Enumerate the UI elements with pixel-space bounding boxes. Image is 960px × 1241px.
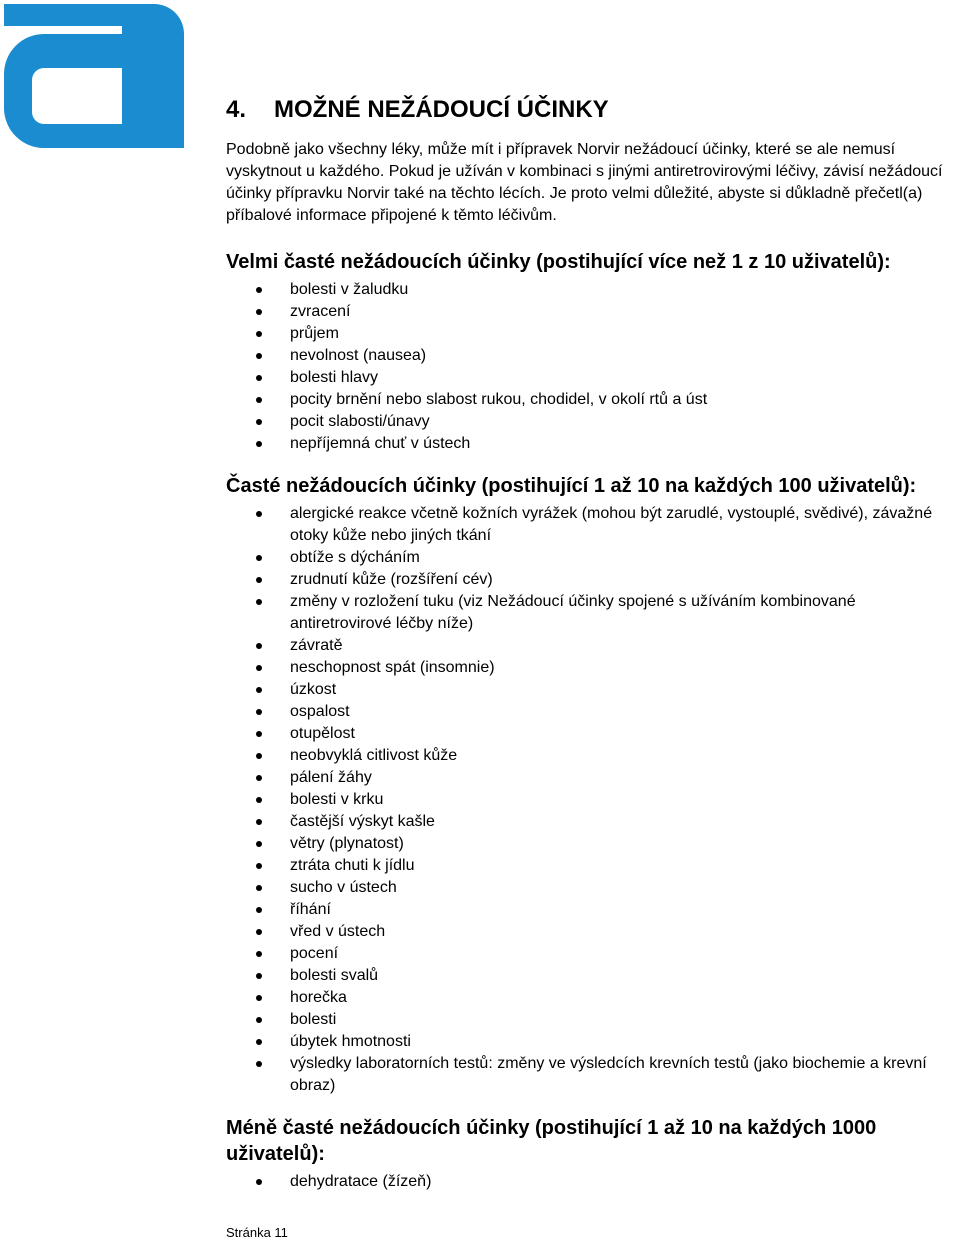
list-item-text: bolesti bbox=[290, 1011, 337, 1028]
list-item bbox=[226, 811, 954, 833]
list-item bbox=[226, 745, 954, 767]
list-item-text: otupělost bbox=[290, 725, 355, 742]
intro-paragraph: Podobně jako všechny léky, může mít i přípravek Norvir nežádoucí účinky, které se ale nemusí vyskytnout u každého. Pokud je užíván v kombinaci s jinými antiretrovirovými léčivy, závisí nežádoucí účinky přípravku Norvir také na těchto lécích. Je proto velmi důležité, abyste si důkladně přečetl(a) příbalové informace připojené k těmto léčivům. bbox=[226, 141, 943, 224]
list-item bbox=[226, 855, 954, 877]
bullet-icon bbox=[256, 731, 262, 737]
bullet-icon bbox=[256, 287, 262, 293]
list-item bbox=[226, 279, 954, 301]
list-item-text: pocit slabosti/únavy bbox=[290, 413, 430, 430]
list-item-text: častější výskyt kašle bbox=[290, 813, 435, 830]
bullet-icon bbox=[256, 555, 262, 561]
section-title-text: MOŽNÉ NEŽÁDOUCÍ ÚČINKY bbox=[274, 96, 609, 123]
section-title bbox=[226, 94, 954, 126]
bullet-icon bbox=[256, 1061, 262, 1067]
list-item-text: změny v rozložení tuku (viz Nežádoucí účinky spojené s užíváním kombinované antiretrovirové léčby níže) bbox=[290, 593, 856, 632]
bullet-icon bbox=[256, 353, 262, 359]
list-item bbox=[226, 899, 954, 921]
bullet-icon bbox=[256, 907, 262, 913]
list-item-text: vřed v ústech bbox=[290, 923, 386, 940]
list-item-text: nepříjemná chuť v ústech bbox=[290, 435, 471, 452]
list-item bbox=[226, 657, 954, 679]
list-item bbox=[226, 389, 954, 411]
list-item bbox=[226, 1009, 954, 1031]
bullet-icon bbox=[256, 929, 262, 935]
list-item-text: obtíže s dýcháním bbox=[290, 549, 420, 566]
list-item-text: nevolnost (nausea) bbox=[290, 347, 427, 364]
list-item bbox=[226, 965, 954, 987]
list-item-text: bolesti v žaludku bbox=[290, 281, 409, 298]
list-item bbox=[226, 679, 954, 701]
list-item-text: pálení žáhy bbox=[290, 769, 372, 786]
list-item bbox=[226, 789, 954, 811]
list-item bbox=[226, 503, 954, 547]
list-item bbox=[226, 1031, 954, 1053]
list-item-text: říhání bbox=[290, 901, 331, 918]
list-item bbox=[226, 943, 954, 965]
bullet-icon bbox=[256, 775, 262, 781]
bullet-icon bbox=[256, 1017, 262, 1023]
list-item-text: alergické reakce včetně kožních vyrážek (mohou být zarudlé, vystouplé, svědivé), závažné otoky kůže nebo jiných tkání bbox=[290, 505, 933, 544]
list-item-text: průjem bbox=[290, 325, 339, 342]
list-item bbox=[226, 987, 954, 1009]
list-item bbox=[226, 1053, 954, 1097]
list-item bbox=[226, 921, 954, 943]
bullet-icon bbox=[256, 753, 262, 759]
bullet-icon bbox=[256, 885, 262, 891]
bullet-icon bbox=[256, 797, 262, 803]
list-item-text: pocity brnění nebo slabost rukou, chodidel, v okolí rtů a úst bbox=[290, 391, 708, 408]
list-item-text: úbytek hmotnosti bbox=[290, 1033, 411, 1050]
list-item-text: ztráta chuti k jídlu bbox=[290, 857, 415, 874]
side-effect-list bbox=[226, 1171, 954, 1193]
page-number: Stránka 11 bbox=[226, 1225, 288, 1240]
bullet-icon bbox=[256, 577, 262, 583]
list-item-text: sucho v ústech bbox=[290, 879, 397, 896]
list-item-text: bolesti v krku bbox=[290, 791, 384, 808]
list-item bbox=[226, 877, 954, 899]
list-item-text: pocení bbox=[290, 945, 339, 962]
bullet-icon bbox=[256, 375, 262, 381]
frequency-heading: Velmi časté nežádoucích účinky (postihující více než 1 z 10 uživatelů): bbox=[226, 251, 891, 273]
list-item-text: výsledky laboratorních testů: změny ve výsledcích krevních testů (jako biochemie a krevní obraz) bbox=[290, 1055, 927, 1094]
list-item-text: zrudnutí kůže (rozšíření cév) bbox=[290, 571, 493, 588]
list-item-text: závratě bbox=[290, 637, 343, 654]
bullet-icon bbox=[256, 951, 262, 957]
side-effect-list bbox=[226, 279, 954, 455]
document-body bbox=[226, 94, 954, 1211]
bullet-icon bbox=[256, 687, 262, 693]
list-item-text: ospalost bbox=[290, 703, 350, 720]
abbott-logo-icon bbox=[4, 4, 184, 148]
list-item bbox=[226, 433, 954, 455]
bullet-icon bbox=[256, 643, 262, 649]
list-item-text: zvracení bbox=[290, 303, 351, 320]
list-item bbox=[226, 701, 954, 723]
bullet-icon bbox=[256, 331, 262, 337]
section-number: 4. bbox=[226, 96, 247, 123]
bullet-icon bbox=[256, 309, 262, 315]
list-item bbox=[226, 1171, 954, 1193]
list-item-text: dehydratace (žízeň) bbox=[290, 1173, 432, 1190]
bullet-icon bbox=[256, 863, 262, 869]
list-item-text: bolesti hlavy bbox=[290, 369, 379, 386]
frequency-heading: Méně časté nežádoucích účinky (postihující 1 až 10 na každých 1000 uživatelů): bbox=[226, 1117, 877, 1165]
list-item bbox=[226, 591, 954, 635]
bullet-icon bbox=[256, 511, 262, 517]
bullet-icon bbox=[256, 709, 262, 715]
list-item bbox=[226, 635, 954, 657]
list-item bbox=[226, 569, 954, 591]
list-item bbox=[226, 301, 954, 323]
bullet-icon bbox=[256, 665, 262, 671]
bullet-icon bbox=[256, 397, 262, 403]
list-item bbox=[226, 367, 954, 389]
bullet-icon bbox=[256, 819, 262, 825]
list-item-text: horečka bbox=[290, 989, 347, 1006]
list-item-text: úzkost bbox=[290, 681, 337, 698]
bullet-icon bbox=[256, 1039, 262, 1045]
bullet-icon bbox=[256, 599, 262, 605]
list-item bbox=[226, 833, 954, 855]
list-item-text: neschopnost spát (insomnie) bbox=[290, 659, 495, 676]
list-item bbox=[226, 345, 954, 367]
list-item bbox=[226, 547, 954, 569]
list-item bbox=[226, 767, 954, 789]
frequency-heading: Časté nežádoucích účinky (postihující 1 až 10 na každých 100 uživatelů): bbox=[226, 475, 917, 497]
side-effect-list bbox=[226, 503, 954, 1097]
list-item bbox=[226, 323, 954, 345]
side-effect-groups bbox=[226, 249, 954, 1193]
bullet-icon bbox=[256, 841, 262, 847]
list-item bbox=[226, 411, 954, 433]
bullet-icon bbox=[256, 419, 262, 425]
bullet-icon bbox=[256, 995, 262, 1001]
list-item-text: větry (plynatost) bbox=[290, 835, 404, 852]
list-item-text: neobvyklá citlivost kůže bbox=[290, 747, 458, 764]
list-item-text: bolesti svalů bbox=[290, 967, 379, 984]
bullet-icon bbox=[256, 1179, 262, 1185]
list-item bbox=[226, 723, 954, 745]
bullet-icon bbox=[256, 441, 262, 447]
bullet-icon bbox=[256, 973, 262, 979]
